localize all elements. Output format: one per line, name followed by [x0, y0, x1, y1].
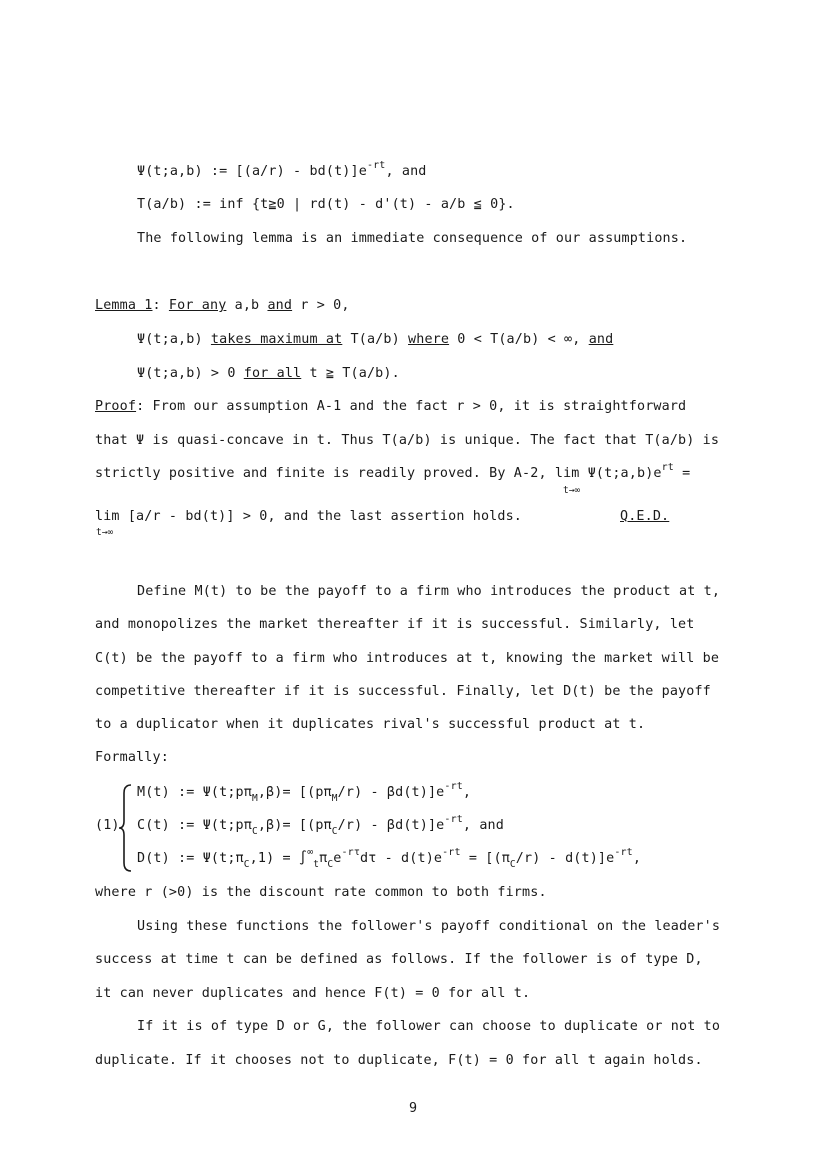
para1-line-4: competitive thereafter if it is successful. Finally, let D(t) be the payoff: [95, 684, 711, 699]
def-psi: Ψ(t;a,b) := $[(a/r) - bd(t)]e^{-rt}$, and: [137, 160, 427, 179]
discount-rate-note: where r (>0) is the discount rate common to both firms.: [95, 885, 547, 900]
para1-line-3: C(t) be the payoff to a firm who introduces at t, knowing the market will be: [95, 651, 720, 666]
equation-M: M(t) := $\Psi(t;p\pi_M,\beta)= [(p\pi_M/r) - \beta d(t)]e^{-rt}$,: [137, 781, 472, 804]
lemma-heading: Lemma 1: For any a,b and r > 0,: [95, 298, 350, 313]
intro-sentence: The following lemma is an immediate consequence of our assumptions.: [137, 231, 688, 246]
para3-line-1: If it is of type D or G, the follower can choose to duplicate or not to: [137, 1019, 721, 1034]
para2-line-3: it can never duplicates and hence F(t) = 0 for all t.: [95, 986, 531, 1001]
equation-D: D(t) := $\Psi(t;\pi_C,1) = \int^\infty_t\pi_Ce^{-r\tau}d\tau - d(t)e^{-rt} = [(\pi_C/r) - d(t)]e^{-rt}$,: [137, 847, 642, 870]
lemma-line-2: Ψ(t;a,b) > 0 for all t ≧ T(a/b).: [137, 366, 400, 381]
lemma-line-1: Ψ(t;a,b) takes maximum at T(a/b) where 0 < T(a/b) < ∞, and: [137, 332, 614, 347]
limit-subscript-1: t→∞: [563, 485, 581, 496]
proof-line-3: strictly positive and finite is readily proved. By A-2, $\lim \Psi(t;a,b)e^{rt}$ =: [95, 462, 691, 481]
limit-subscript-2: t→∞: [96, 527, 114, 538]
para1-line-1: Define M(t) to be the payoff to a firm who introduces the product at t,: [137, 584, 721, 599]
page-number: 9: [409, 1101, 418, 1116]
para2-line-1: Using these functions the follower's payoff conditional on the leader's: [137, 919, 721, 934]
para2-line-2: success at time t can be defined as follows. If the follower is of type D,: [95, 952, 703, 967]
para3-line-2: duplicate. If it chooses not to duplicate, F(t) = 0 for all t again holds.: [95, 1053, 703, 1068]
proof-line-1: Proof: From our assumption A-1 and the fact r > 0, it is straightforward: [95, 399, 687, 414]
equation-brace: [118, 783, 134, 873]
proof-line-2: that Ψ is quasi-concave in t. Thus T(a/b) is unique. The fact that T(a/b) is: [95, 433, 720, 448]
def-T: T(a/b) := inf {t≧0 | rd(t) - d'(t) - a/b ≦ 0}.: [137, 197, 515, 212]
proof-line-4: lim [a/r - bd(t)] > 0, and the last assertion holds.: [95, 509, 523, 524]
equation-C: C(t) := $\Psi(t;p\pi_C,\beta)= [(p\pi_C/r) - \beta d(t)]e^{-rt}$, and: [137, 814, 504, 837]
equation-number: (1): [95, 818, 120, 833]
qed-mark: Q.E.D.: [620, 509, 670, 524]
para1-line-5: to a duplicator when it duplicates rival's successful product at t.: [95, 717, 646, 732]
para1-line-6: Formally:: [95, 750, 169, 765]
para1-line-2: and monopolizes the market thereafter if it is successful. Similarly, let: [95, 617, 695, 632]
